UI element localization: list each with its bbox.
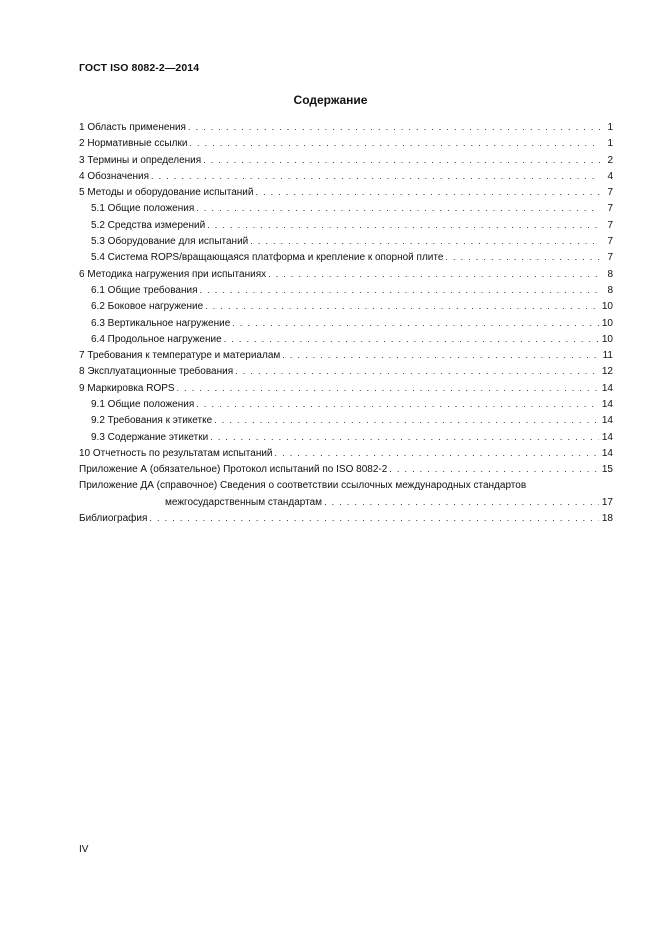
toc-entry-title: 8 Эксплуатационные требования bbox=[79, 366, 234, 378]
toc-entry-page: 15 bbox=[601, 464, 613, 476]
toc-entry-page: 7 bbox=[607, 203, 613, 215]
dot-leader bbox=[255, 184, 600, 200]
toc-entry-page: 12 bbox=[601, 366, 613, 378]
table-of-contents bbox=[79, 119, 613, 526]
toc-entry[interactable] bbox=[79, 168, 613, 184]
toc-entry-title: 5 Методы и оборудование испытаний bbox=[79, 187, 254, 199]
toc-entry-title: 1 Область применения bbox=[79, 122, 186, 133]
dot-leader bbox=[207, 217, 600, 233]
dot-leader bbox=[203, 152, 600, 168]
toc-entry-page: 8 bbox=[607, 284, 613, 296]
toc-entry-page: 11 bbox=[602, 350, 613, 362]
dot-leader bbox=[189, 135, 600, 151]
toc-entry-page: 1 bbox=[607, 138, 613, 150]
toc-entry[interactable] bbox=[79, 217, 613, 233]
dot-leader bbox=[268, 266, 600, 282]
toc-entry-page: 14 bbox=[601, 447, 613, 459]
toc-entry-page: 7 bbox=[607, 252, 613, 264]
dot-leader bbox=[250, 233, 600, 249]
toc-entry-title: 6.1 Общие требования bbox=[91, 284, 198, 296]
toc-entry-title: 5.3 Оборудование для испытаний bbox=[91, 236, 249, 248]
dot-leader bbox=[224, 331, 599, 347]
toc-entry-title: 5.2 Средства измерений bbox=[91, 219, 206, 231]
toc-entry-title: 5.1 Общие положения bbox=[91, 203, 195, 215]
dot-leader bbox=[389, 461, 599, 477]
toc-entry-title: 10 Отчетность по результатам испытаний bbox=[79, 447, 273, 459]
dot-leader bbox=[149, 510, 598, 526]
toc-entry-page: 14 bbox=[601, 382, 613, 394]
toc-entry-page: 10 bbox=[601, 333, 613, 345]
toc-entry-page: 7 bbox=[607, 187, 613, 199]
toc-entry-page: 14 bbox=[601, 415, 613, 427]
toc-entry-page: 10 bbox=[601, 301, 613, 313]
toc-entry[interactable] bbox=[79, 266, 613, 282]
dot-leader bbox=[324, 494, 599, 510]
dot-leader bbox=[205, 298, 599, 314]
toc-entry-title: 2 Нормативные ссылки bbox=[79, 138, 188, 150]
toc-entry-page: 4 bbox=[607, 170, 613, 182]
toc-entry-title: 5.4 Система ROPS/вращающаяся платформа и крепление к опорной плите bbox=[91, 252, 444, 264]
toc-entry[interactable] bbox=[79, 445, 613, 461]
toc-entry-title: 7 Требования к температуре и материалам bbox=[79, 350, 281, 362]
toc-entry[interactable] bbox=[79, 363, 613, 379]
dot-leader bbox=[196, 200, 600, 216]
dot-leader bbox=[214, 412, 599, 428]
toc-entry-title: 6 Методика нагружения при испытаниях bbox=[79, 268, 267, 280]
toc-entry-title: 4 Обозначения bbox=[79, 170, 150, 182]
toc-entry-title: 9.2 Требования к этикетке bbox=[91, 415, 213, 427]
dot-leader bbox=[275, 445, 599, 461]
toc-entry[interactable] bbox=[79, 412, 613, 428]
dot-leader bbox=[232, 315, 599, 331]
toc-entry[interactable] bbox=[79, 380, 613, 396]
dot-leader bbox=[177, 380, 599, 396]
toc-entry-bibliography[interactable] bbox=[79, 510, 613, 526]
toc-entry-title: 9.3 Содержание этикетки bbox=[91, 431, 209, 443]
toc-entry[interactable] bbox=[79, 135, 613, 151]
toc-entry[interactable] bbox=[79, 119, 613, 135]
toc-entry-title: межгосударственным стандартам bbox=[165, 496, 323, 508]
dot-leader bbox=[200, 282, 600, 298]
toc-entry[interactable] bbox=[79, 184, 613, 200]
toc-entry-page: 7 bbox=[607, 236, 613, 248]
toc-title: Содержание bbox=[293, 93, 368, 107]
toc-entry-title: 9.1 Общие положения bbox=[91, 399, 195, 411]
dot-leader bbox=[210, 429, 599, 445]
dot-leader bbox=[151, 168, 600, 184]
dot-leader bbox=[445, 249, 600, 265]
toc-entry-page: 7 bbox=[607, 219, 613, 231]
toc-entry-title: Библиография bbox=[79, 513, 148, 525]
toc-entry[interactable] bbox=[79, 298, 613, 314]
toc-entry-page: 17 bbox=[601, 496, 613, 508]
toc-entry-annex-da[interactable] bbox=[79, 494, 613, 510]
document-code-header: ГОСТ ISO 8082-2—2014 bbox=[79, 62, 200, 74]
toc-entry-title: 3 Термины и определения bbox=[79, 154, 202, 166]
toc-entry-title: 9 Маркировка ROPS bbox=[79, 382, 175, 394]
toc-entry[interactable] bbox=[79, 315, 613, 331]
toc-entry-title: Приложение А (обязательное) Протокол испытаний по ISO 8082-2 bbox=[79, 464, 388, 476]
toc-entry-annex-da-line1[interactable]: Приложение ДА (справочное) Сведения о соответствии ссылочных международных стандартов bbox=[79, 479, 527, 491]
toc-entry[interactable] bbox=[79, 461, 613, 477]
toc-entry-title: 6.4 Продольное нагружение bbox=[91, 333, 222, 345]
toc-entry[interactable] bbox=[79, 347, 613, 363]
toc-entry-title: 6.2 Боковое нагружение bbox=[91, 301, 204, 313]
toc-entry-page: 2 bbox=[607, 154, 613, 166]
toc-entry[interactable] bbox=[79, 152, 613, 168]
toc-entry-title: 6.3 Вертикальное нагружение bbox=[91, 317, 231, 329]
toc-entry-page: 8 bbox=[607, 268, 613, 280]
toc-entry-page: 14 bbox=[601, 399, 613, 411]
dot-leader bbox=[196, 396, 599, 412]
toc-entry[interactable] bbox=[79, 200, 613, 216]
dot-leader bbox=[282, 347, 599, 363]
toc-entry-page: 18 bbox=[601, 513, 613, 525]
toc-entry[interactable] bbox=[79, 249, 613, 265]
toc-entry[interactable] bbox=[79, 429, 613, 445]
toc-entry[interactable] bbox=[79, 233, 613, 249]
toc-entry-page: 10 bbox=[601, 317, 613, 329]
dot-leader bbox=[188, 119, 600, 135]
toc-entry[interactable] bbox=[79, 282, 613, 298]
toc-entry-page: 14 bbox=[601, 431, 613, 443]
toc-entry[interactable] bbox=[79, 331, 613, 347]
dot-leader bbox=[235, 363, 599, 379]
toc-entry-page: 1 bbox=[607, 122, 613, 133]
page-number-footer: IV bbox=[79, 844, 89, 855]
toc-entry[interactable] bbox=[79, 396, 613, 412]
